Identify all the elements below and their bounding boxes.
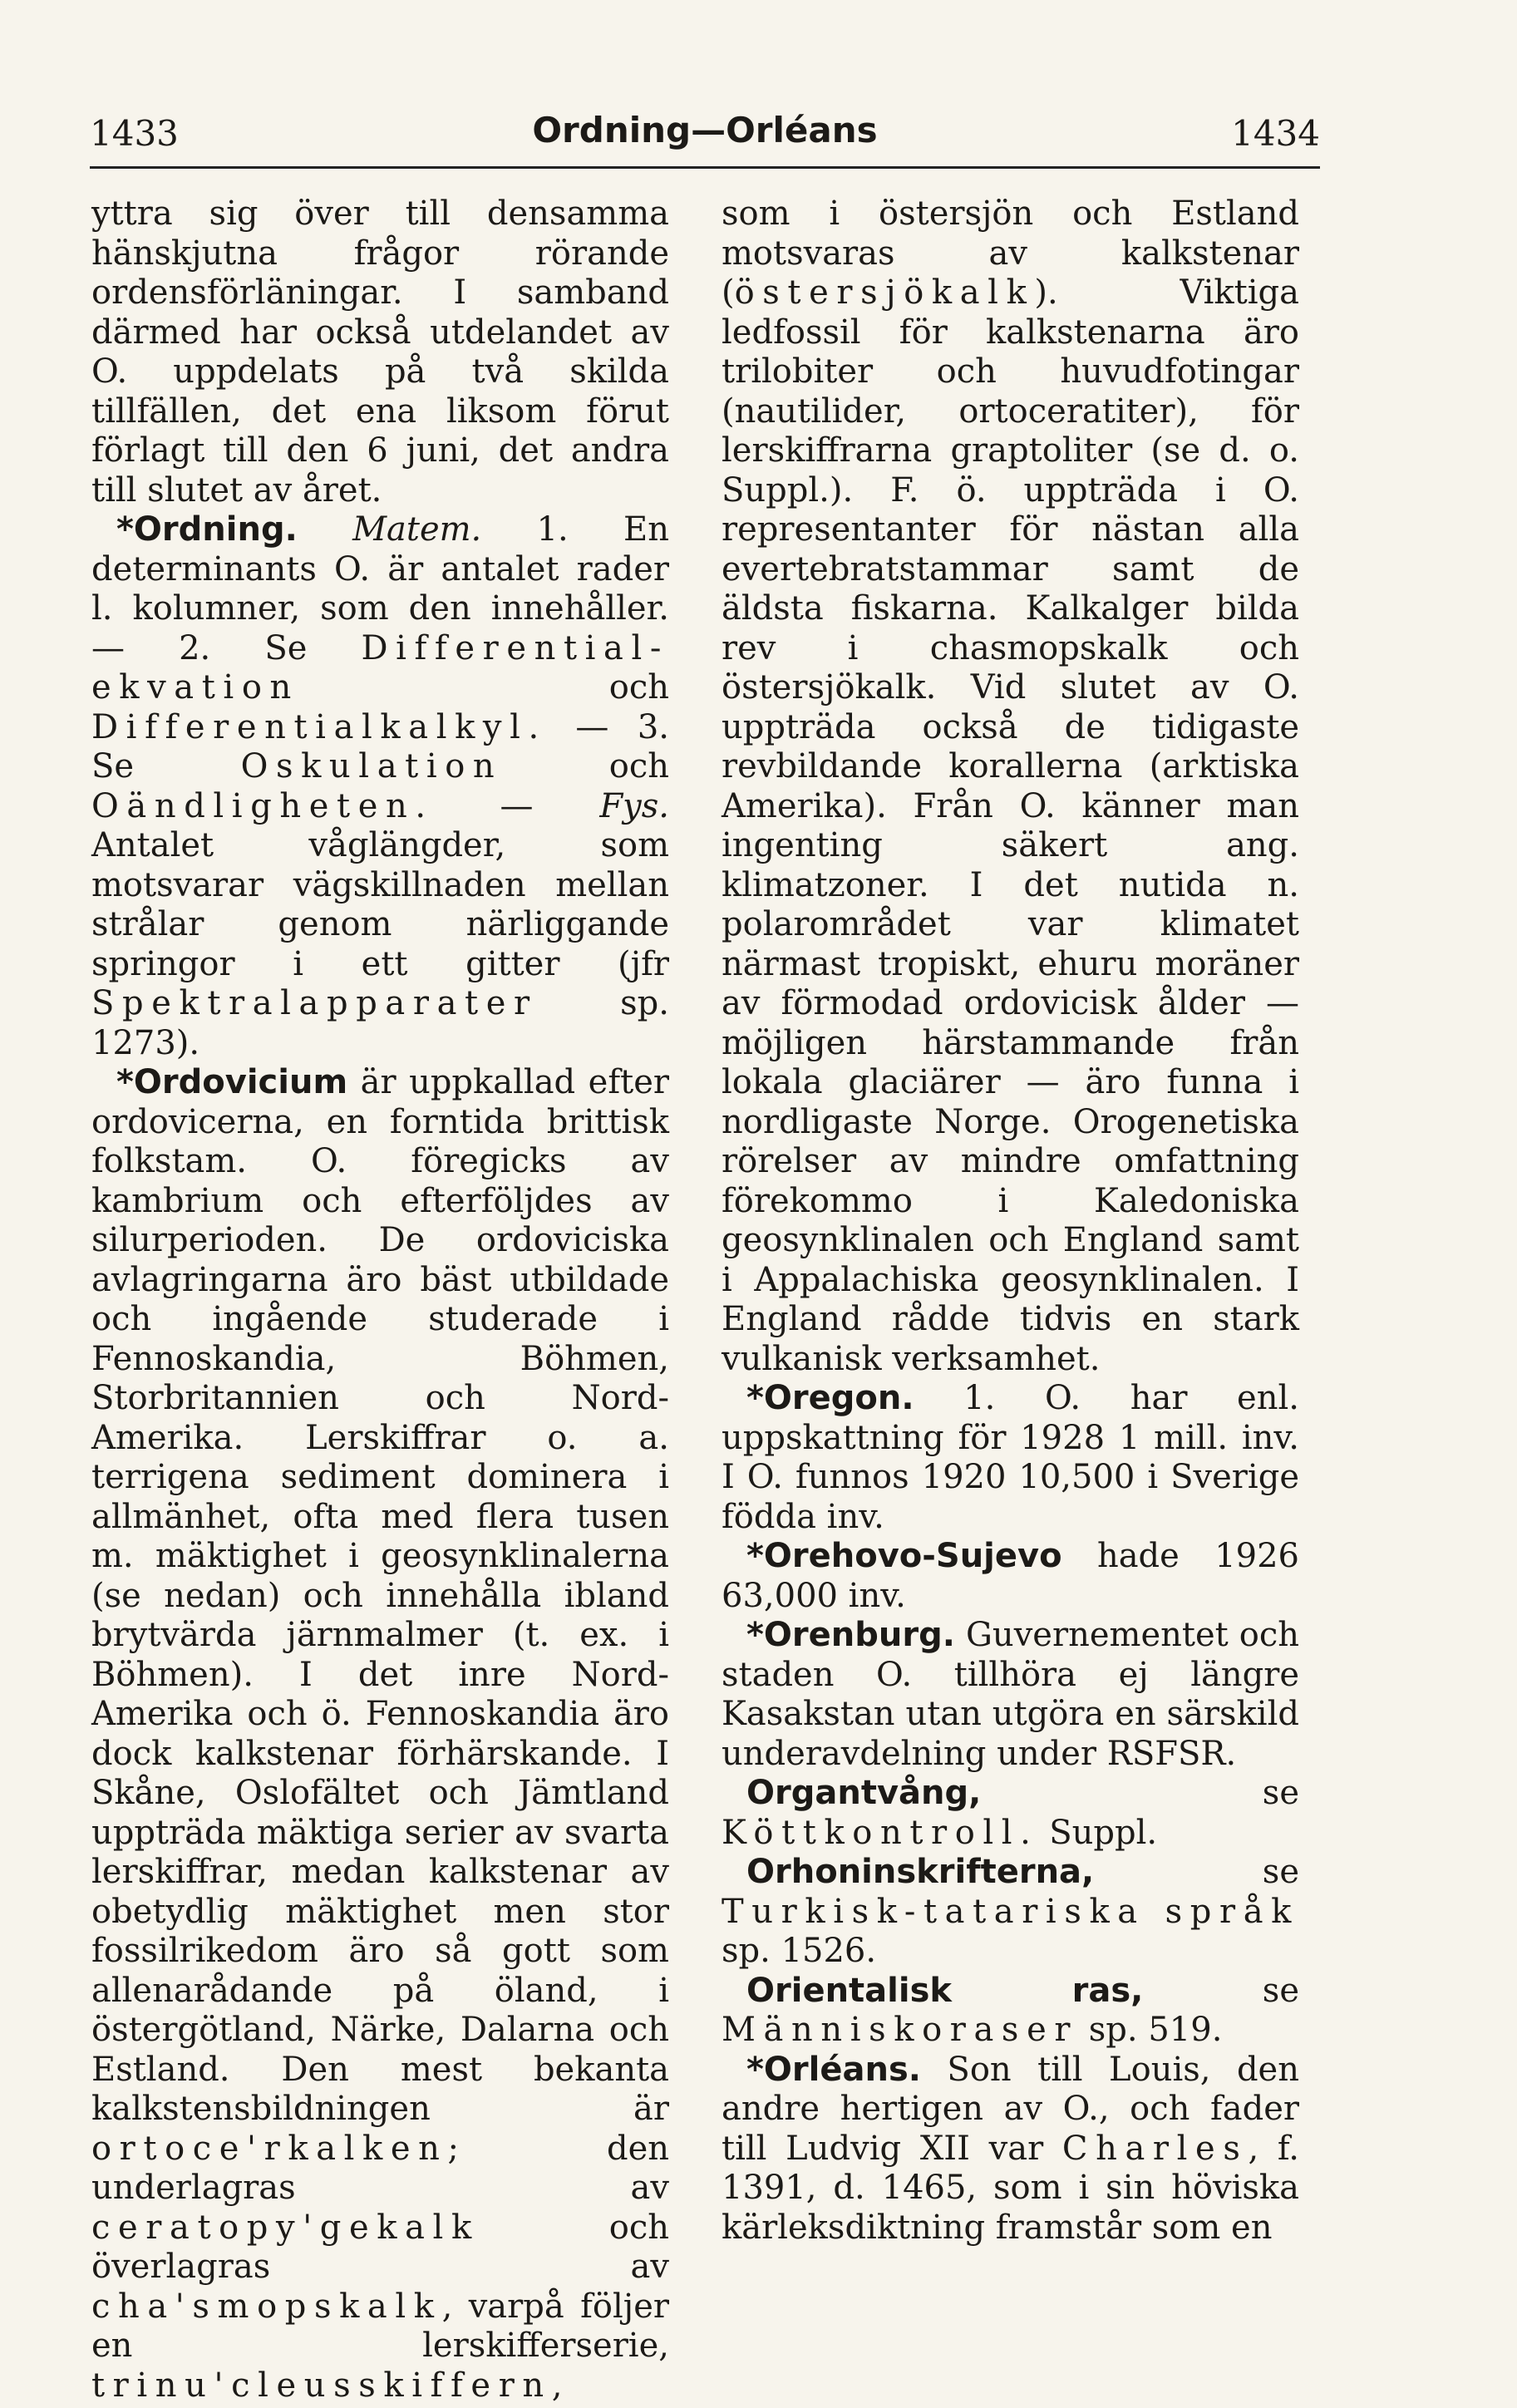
- cross-reference: Differentialkalkyl.: [91, 707, 547, 746]
- entry-text: hade 1926 63,000 inv.: [722, 1537, 1299, 1615]
- headword-oregon: *Oregon.: [746, 1379, 914, 1417]
- headword-ordning: *Ordning.: [116, 510, 298, 549]
- field-label-fys: Fys.: [599, 786, 669, 825]
- entry-text: sp. 519.: [1078, 2011, 1223, 2049]
- cross-reference: Spektralapparater: [91, 984, 538, 1022]
- entry-text: och: [298, 668, 669, 707]
- spaced-term: trinu'cleusskiffern: [91, 2366, 552, 2405]
- spaced-term: ceratopy'gekalk: [91, 2208, 480, 2247]
- entry-text: är uppkallad efter ordovicerna, en forntida brittisk folkstam. O. föregicks av kambrium och efterföljdes av silurperioden. De ordoviciska avlagringarna äro bäst utbildade och ingående studerade i Fennoskandia, Böhmen, Storbritannien och Nord-Amerika. Lerskiffrar o. a. terrigena sediment dominera i allmänhet, ofta med flera tusen m. mäktighet i geosynklinalerna (se nedan) och innehålla ibland brytvärda järnmalmer (t. ex. i Böhmen). I det inre Nord-Amerika och ö. Fennoskandia äro dock kalkstenar förhärskande. I Skåne, Oslofältet och Jämtland uppträda mäktiga serier av svarta lerskiffrar, medan kalkstenar av obetydlig mäktighet men stor fossilrikedom äro så gott som allenarådande på öland, i östergötland, Närke, Dalarna och Estland. Den mest bekanta kalkstensbildningen är: [91, 1063, 669, 2128]
- entry-text: , f. 1391, d. 1465, som i sin höviska kärleksdiktning framstår som en: [722, 2129, 1299, 2247]
- entry-text: 1. En determinants O. är antalet rader l. kolumner, som den innehåller. — 2. Se: [91, 510, 669, 667]
- entry-ordovicium: [91, 1063, 669, 2406]
- cross-reference: Oskulation: [240, 747, 503, 785]
- headword-orientalisk-ras: Orientalisk ras,: [746, 1971, 1144, 2010]
- entry-text: Antalet våglängder, som motsvarar vägskillnaden mellan strålar genom närliggande springor i ett gitter (jfr: [91, 826, 669, 983]
- field-label-matem: Matem.: [352, 510, 482, 549]
- entry-text: som i östersjön och Estland motsvaras av kalkstenar (: [722, 195, 1299, 312]
- cross-reference: Turkisk-tatariska språk: [722, 1892, 1299, 1931]
- entry-text: ,: [551, 2366, 563, 2405]
- entry-oregon: [722, 1379, 1299, 1537]
- headword-orleans: *Orléans.: [746, 2050, 921, 2089]
- page-header: [90, 106, 1320, 156]
- entry-ordning: [91, 510, 669, 1063]
- headword-ordovicium: *Ordovicium: [116, 1063, 348, 1101]
- headword-orehovo-sujevo: *Orehovo-Sujevo: [746, 1537, 1062, 1575]
- left-page-number: 1433: [90, 113, 179, 154]
- continued-paragraph: [722, 195, 1299, 1379]
- spaced-term: ortoce'rkalken: [91, 2129, 448, 2168]
- continued-paragraph: yttra sig över till densamma hänskjutna frågor rörande ordensförläningar. I samband därmed har också utdelandet av O. uppdelats på två skilda tillfällen, det ena liksom förut förlagt till den 6 juni, det andra till slutet av året.: [91, 195, 669, 510]
- spaced-term: cha'smopskalk: [91, 2287, 442, 2326]
- left-column: [91, 195, 669, 2406]
- entry-text: 1. O. har enl. uppskattning för 1928 1 mill. inv. I O. funnos 1920 10,500 i Sverige födda inv.: [722, 1379, 1299, 1536]
- right-column: [722, 195, 1299, 2248]
- entry-text: sp. 1526.: [722, 1932, 877, 1970]
- entry-text: sp. 1273).: [91, 984, 669, 1062]
- cross-reference: Oändligheten.: [91, 786, 434, 825]
- entry-text: se: [1143, 1971, 1299, 2010]
- entry-text: Suppl.: [1038, 1813, 1158, 1852]
- running-title: Ordning—Orléans: [532, 110, 878, 150]
- spaced-term: östersjökalk: [734, 273, 1035, 312]
- entry-text: ). Viktiga ledfossil för kalkstenarna äro trilobiter och huvudfotingar (nautilider, ortoceratiter), för lerskiffrarna graptoliter (se d. o. Suppl.). F. ö. uppträda i O. representanter för nästan alla evertebratstammar samt de äldsta fiskarna. Kalkalger bilda rev i chasmopskalk och östersjökalk. Vid slutet av O. uppträda också de tidigaste revbildande korallerna (arktiska Amerika). Från O. känner man ingenting säkert ang. klimatzoner. I det nutida n. polarområdet var klimatet närmast tropiskt, ehuru moräner av förmodad ordovicisk ålder — möjligen härstammande från lokala glaciärer — äro funna i nordligaste Norge. Orogenetiska rörelser av mindre omfattning förekommo i Kaledoniska geosynklinalen och England samt i Appalachiska geosynklinalen. I England rådde tidvis en stark vulkanisk verksamhet.: [722, 273, 1299, 1378]
- entry-orhoninskrifterna: [722, 1853, 1299, 1972]
- entry-text: Guvernementet och staden O. tillhöra ej längre Kasakstan utan utgöra en särskild underavdelning under RSFSR.: [722, 1616, 1299, 1773]
- header-rule: [90, 166, 1320, 169]
- entry-text: och: [502, 747, 669, 785]
- entry-text: [298, 510, 352, 549]
- entry-orenburg: [722, 1616, 1299, 1774]
- entry-text: — 3. Se: [91, 707, 669, 785]
- entry-orehovo-sujevo: [722, 1537, 1299, 1616]
- entry-text: se: [981, 1774, 1299, 1812]
- entry-text: —: [433, 786, 600, 825]
- entry-organtvang: [722, 1774, 1299, 1853]
- cross-reference: Människoraser: [722, 2011, 1079, 2049]
- headword-organtvang: Organtvång,: [746, 1774, 982, 1812]
- entry-text: se: [1094, 1853, 1299, 1891]
- cross-reference: Differential-ekvation: [91, 628, 669, 707]
- headword-orenburg: *Orenburg.: [746, 1616, 955, 1654]
- right-page-number: 1434: [1231, 113, 1320, 154]
- headword-orhoninskrifterna: Orhoninskrifterna,: [746, 1853, 1095, 1891]
- entry-orientalisk-ras: [722, 1972, 1299, 2051]
- cross-reference: Köttkontroll.: [722, 1813, 1039, 1852]
- spaced-name: Charles: [1061, 2129, 1249, 2168]
- entry-orleans: [722, 2051, 1299, 2248]
- entry-text: Son till Louis, den andre hertigen av O., och fader till Ludvig XII var: [722, 2050, 1299, 2168]
- entry-text: , varpå följer en lerskifferserie,: [91, 2287, 669, 2365]
- entry-text: och överlagras av: [91, 2208, 669, 2286]
- entry-text: ; den underlagras av: [91, 2129, 669, 2207]
